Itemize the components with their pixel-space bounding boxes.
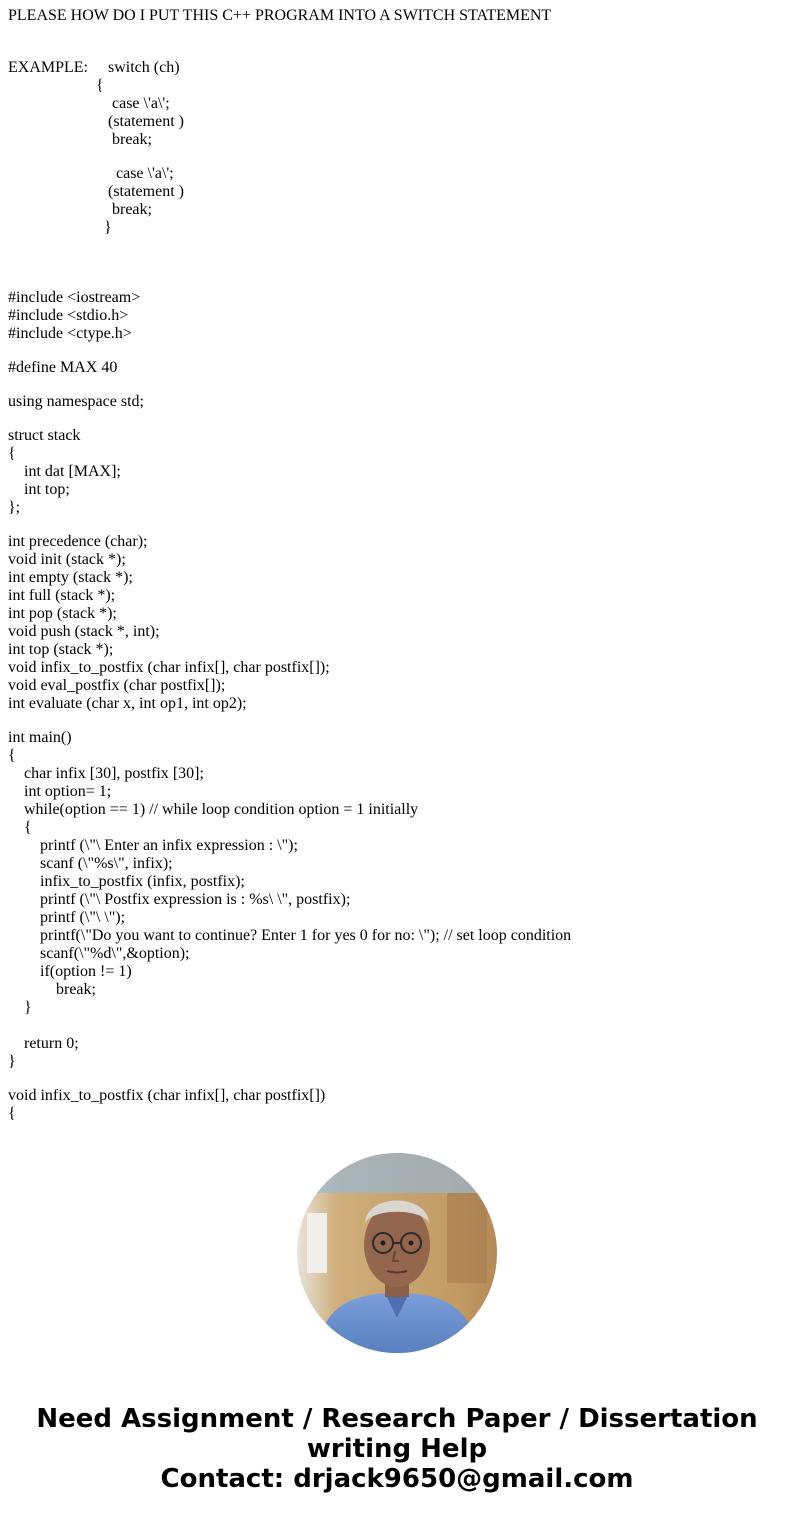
code-line: scanf (\"%s\", infix); bbox=[8, 855, 173, 872]
code-line: return 0; bbox=[8, 1035, 79, 1052]
code-line: void push (stack *, int); bbox=[8, 623, 160, 640]
promo-banner bbox=[0, 1404, 794, 1494]
code-line: #include <stdio.h> bbox=[8, 307, 129, 324]
author-photo-drawing bbox=[297, 1153, 497, 1353]
code-line: int top (stack *); bbox=[8, 641, 114, 658]
promo-line: Need Assignment / Research Paper / Dissertation bbox=[36, 1404, 758, 1434]
example-line: break; bbox=[8, 131, 152, 148]
code-line: int empty (stack *); bbox=[8, 569, 133, 586]
code-line: { bbox=[8, 1105, 16, 1122]
code-line: int main() bbox=[8, 729, 72, 746]
example-line: case \'a\'; bbox=[8, 95, 170, 112]
code-line: int pop (stack *); bbox=[8, 605, 117, 622]
code-line: { bbox=[8, 819, 32, 836]
code-line: scanf(\"%d\",&option); bbox=[8, 945, 190, 962]
code-line: }; bbox=[8, 499, 21, 516]
code-line: printf (\"\ \"); bbox=[8, 909, 126, 926]
code-line: struct stack bbox=[8, 427, 81, 444]
question-title: PLEASE HOW DO I PUT THIS C++ PROGRAM INTO A SWITCH STATEMENT bbox=[8, 7, 552, 24]
code-line: void eval_postfix (char postfix[]); bbox=[8, 677, 226, 694]
code-line: void init (stack *); bbox=[8, 551, 126, 568]
code-line: printf (\"\ Enter an infix expression : \"); bbox=[8, 837, 298, 854]
code-line: int full (stack *); bbox=[8, 587, 116, 604]
code-line: while(option == 1) // while loop condition option = 1 initially bbox=[8, 801, 419, 818]
example-line: case \'a\'; bbox=[8, 165, 174, 182]
code-line: #include <ctype.h> bbox=[8, 325, 132, 342]
example-line: { bbox=[8, 77, 104, 94]
code-line: if(option != 1) bbox=[8, 963, 132, 980]
example-line: } bbox=[8, 219, 112, 236]
code-line: #include <iostream> bbox=[8, 289, 141, 306]
code-line: { bbox=[8, 747, 16, 764]
example-line: EXAMPLE: switch (ch) bbox=[8, 59, 180, 76]
code-line: #define MAX 40 bbox=[8, 359, 118, 376]
author-photo bbox=[297, 1153, 497, 1353]
code-line: } bbox=[8, 1053, 16, 1070]
code-line: int precedence (char); bbox=[8, 533, 148, 550]
example-line: (statement ) bbox=[8, 113, 184, 130]
example-line: (statement ) bbox=[8, 183, 184, 200]
code-line: printf (\"\ Postfix expression is : %s\ \", postfix); bbox=[8, 891, 351, 908]
code-line: int evaluate (char x, int op1, int op2); bbox=[8, 695, 247, 712]
code-line: infix_to_postfix (infix, postfix); bbox=[8, 873, 245, 890]
code-line: using namespace std; bbox=[8, 393, 144, 410]
code-line: break; bbox=[8, 981, 96, 998]
code-line: int dat [MAX]; bbox=[8, 463, 121, 480]
code-line: printf(\"Do you want to continue? Enter 1 for yes 0 for no: \"); // set loop condition bbox=[8, 927, 572, 944]
code-line: { bbox=[8, 445, 16, 462]
code-line: void infix_to_postfix (char infix[], char postfix[]) bbox=[8, 1087, 326, 1104]
code-line: void infix_to_postfix (char infix[], char postfix[]); bbox=[8, 659, 330, 676]
code-line: char infix [30], postfix [30]; bbox=[8, 765, 204, 782]
promo-line: writing Help bbox=[306, 1434, 488, 1464]
code-line: int top; bbox=[8, 481, 70, 498]
example-line: break; bbox=[8, 201, 152, 218]
code-line: } bbox=[8, 999, 32, 1016]
code-line: int option= 1; bbox=[8, 783, 112, 800]
contact-email: Contact: drjack9650@gmail.com bbox=[160, 1464, 634, 1494]
